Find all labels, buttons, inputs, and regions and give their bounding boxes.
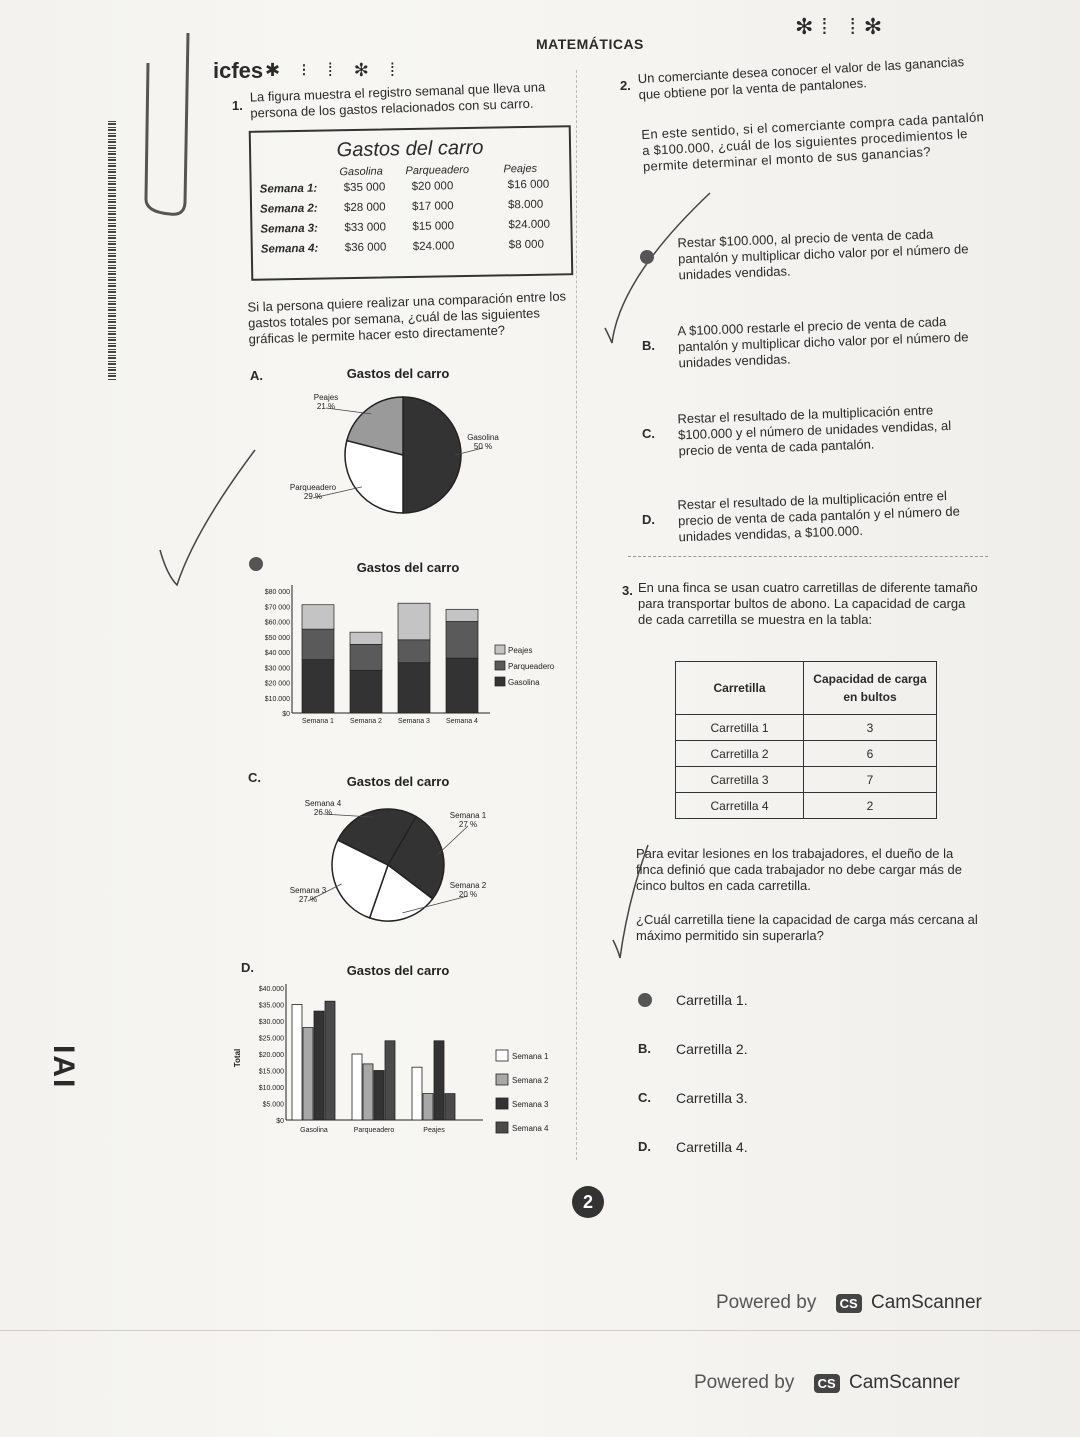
q2-number: 2. [620,78,631,93]
y-tick-label: $5.000 [262,1101,284,1109]
q3-option-a[interactable] [636,992,836,1012]
q3-option-text: Carretilla 4. [676,1139,748,1155]
bar [314,1011,324,1120]
q3-table-row [676,793,937,819]
legend-swatch [496,1122,508,1133]
x-tick-label: Semana 1 [302,718,334,725]
q1-cell: $28 000 [343,201,386,215]
y-tick-label: $10.000 [258,1085,284,1092]
pie-value-label: 50 % [473,442,493,451]
q1-option-d-label[interactable]: D. [241,960,254,975]
bar [352,1054,362,1120]
camscanner-logo-icon: CS [836,1294,862,1313]
bar [423,1094,433,1120]
q3-carretilla-capacity: 2 [804,793,937,819]
y-tick-label: $30 000 [264,665,290,673]
x-tick-label: Gasolina [300,1127,328,1134]
pie-value-label: 27 % [458,820,478,829]
y-tick-label: $80 000 [264,589,290,596]
bar-segment [398,663,430,713]
chart-d-grouped-bar [228,958,578,1153]
bar [303,1028,313,1120]
bar [434,1041,444,1120]
q1-cell: $24.000 [508,218,551,232]
pie-label: Semana 3 [289,886,327,895]
q3-table-row [676,767,937,793]
bar-segment [350,644,382,670]
q3-question: ¿Cuál carretilla tiene la capacidad de carga más cercana al máximo permitido sin superarla? [636,912,978,943]
bar [445,1094,455,1120]
q1-cell: $35 000 [343,181,386,195]
q3-carretilla-capacity: 6 [804,741,937,767]
bar-segment [398,603,430,640]
q3-option-b[interactable] [636,1041,836,1061]
legend-label: Parqueadero [508,662,555,671]
legend-swatch [496,1050,508,1061]
bar-segment [350,632,382,644]
bar [325,1001,335,1120]
q3-option-d[interactable] [636,1139,836,1159]
q1-cell: $8.000 [507,198,544,212]
q1-cell: $36 000 [344,241,387,255]
q3-option-text: Carretilla 2. [676,1041,748,1057]
icfes-logo: icfes [213,58,264,83]
y-tick-label: $50 000 [264,634,290,642]
y-tick-label: $70 000 [264,604,290,612]
pie-leader-line [437,826,468,855]
q1-intro: La figura muestra el registro semanal que lleva una persona de los gastos relacionados con su carro. [249,79,546,121]
q2-option-text: Restar el resultado de la multiplicación entre $100.000 y el número de unidades vendidas, al precio de venta de cada pantalón. [677,402,952,459]
q1-cell: $16 000 [507,178,550,192]
divider [628,556,988,557]
q1-option-c-label[interactable]: C. [248,770,261,785]
q2-option-text: Restar el resultado de la multiplicación entre el precio de venta de cada pantalón y el número de unidades vendidas, a $100.000. [677,487,961,545]
q3-carretilla-capacity: 3 [804,715,937,741]
pie-value-label: 27 % [298,895,318,904]
legend-label: Semana 1 [512,1052,549,1061]
pie-value-label: 26 % [313,808,333,817]
q3-carretilla-name: Carretilla 2 [676,741,804,767]
bar-segment [446,622,478,659]
q2-intro: Un comerciante desea conocer el valor de las ganancias que obtiene por la venta de pantalones. [637,54,965,103]
chart-c-pie [268,768,528,938]
y-tick-label: $15.000 [258,1068,284,1076]
pie-label: Parqueadero [289,483,337,492]
q3-capacity-table [675,661,937,819]
y-tick-label: $25.000 [258,1035,284,1043]
q1-cell: $15 000 [412,220,455,233]
bar-segment [350,670,382,713]
bar [363,1064,373,1120]
legend-swatch [496,1074,508,1085]
camscanner-logo-icon: CS [814,1374,840,1393]
y-axis-label: Total [233,1048,242,1068]
q3-carretilla-name: Carretilla 3 [676,767,804,793]
pie-label: Semana 1 [449,811,487,820]
q1-cell: $17 000 [411,200,454,213]
legend-label: Gasolina [508,678,540,687]
y-tick-label: $0 [282,711,290,718]
pie-label: Peajes [313,393,339,402]
header-decoration-icon: ✻⁞ ⁞✻ [795,14,891,39]
q2-option-a-marked[interactable] [640,250,654,264]
y-tick-label: $20.000 [258,1052,284,1059]
q3-option-letter: D. [638,1139,651,1154]
pie-slice [403,397,461,513]
legend-label: Peajes [508,646,533,655]
y-tick-label: $20 000 [264,680,290,688]
y-tick-label: $35.000 [258,1002,284,1010]
q1-table-row [253,234,571,260]
bar-segment [398,640,430,663]
y-tick-label: $40 000 [264,650,290,657]
pie-value-label: 29 % [303,492,323,501]
q3-option-letter: B. [638,1041,651,1056]
q1-expenses-table [249,125,574,281]
q3-option-c[interactable] [636,1090,836,1110]
pie-value-label: 20 % [458,890,478,899]
q3-carretilla-capacity: 7 [804,767,937,793]
q2-option-text: A $100.000 restarle el precio de venta de cada pantalón y multiplicar dicho valor por el número de unidades vendidas. [677,314,969,371]
q1-cell: $33 000 [344,221,387,235]
chart-a-pie [268,360,528,530]
q1-option-a-label[interactable]: A. [250,368,263,383]
side-mark: IAI [47,1045,80,1090]
q1-col-gasolina: Gasolina [339,165,383,179]
x-tick-label: Semana 3 [398,718,430,725]
q2-option-letter: C. [642,426,655,441]
q3-col-carretilla: Carretilla [676,662,804,715]
chart-title: Gastos del carro [346,963,450,978]
bar [292,1005,302,1121]
x-tick-label: Peajes [423,1127,445,1134]
q3-option-a-marked[interactable] [638,993,652,1007]
column-divider [576,70,577,1160]
y-tick-label: $40.000 [258,986,284,993]
page-number-badge [572,1186,604,1218]
legend-swatch [495,661,505,670]
q1-number: 1. [232,98,243,113]
y-tick-label: $60.000 [264,619,290,627]
q3-option-text: Carretilla 1. [676,992,748,1008]
q3-carretilla-name: Carretilla 1 [676,715,804,741]
q1-row-label: Semana 3: [260,222,319,236]
y-tick-label: $30.000 [258,1019,284,1026]
q1-row-label: Semana 2: [259,202,318,216]
subject-title: MATEMÁTICAS [536,36,644,52]
legend-swatch [495,645,505,654]
pie-label: Semana 2 [449,881,487,890]
powered-by-text: Powered by [694,1372,795,1393]
q3-carretilla-name: Carretilla 4 [676,793,804,819]
q1-cell: $20 000 [411,180,454,193]
bar-segment [446,658,478,713]
q3-col-capacidad: Capacidad de carga en bultos [804,662,937,715]
bar [374,1071,384,1121]
q2-text: En este sentido, si el comerciante compra cada pantalón a $100.000, ¿cuál de los siguientes procedimientos le permite determinar el monto de sus ganancias? [640,109,985,175]
q1-col-peajes: Peajes [503,162,538,176]
legend-label: Semana 2 [512,1076,549,1085]
q3-option-letter: C. [638,1090,651,1105]
camscanner-watermark [716,1292,982,1314]
q2-option-text: Restar $100.000, al precio de venta de cada pantalón y multiplicar dicho valor por el número de unidades vendidas. [677,226,969,283]
handwritten-check-mark [155,440,265,590]
bar-segment [302,660,334,713]
q3-table-row [676,741,937,767]
pie-label: Gasolina [467,433,499,442]
bar [412,1067,422,1120]
bar-segment [302,605,334,629]
x-tick-label: Semana 2 [350,718,382,725]
bar-segment [446,609,478,621]
q3-option-text: Carretilla 3. [676,1090,748,1106]
q3-number: 3. [622,583,633,598]
chart-title: Gastos del carro [346,366,450,381]
x-tick-label: Semana 4 [446,718,478,725]
legend-label: Semana 3 [512,1100,549,1109]
q2-option-letter: B. [642,338,655,353]
q1-col-parqueadero: Parqueadero [405,163,470,178]
chart-b-stacked-bar [240,555,580,735]
q3-table-row [676,715,937,741]
q1-question: Si la persona quiere realizar una comparación entre los gastos totales por semana, ¿cuál de las siguientes gráficas le permite hacer esto directamente? [247,288,567,347]
q1-row-label: Semana 1: [259,182,318,196]
q1-row-label: Semana 4: [260,242,319,256]
page-fold-line [0,1330,1080,1331]
camscanner-brand: CamScanner [848,1372,960,1393]
barcode [108,120,116,380]
y-tick-label: $10.000 [264,695,290,703]
pie-value-label: 21 % [316,402,336,411]
q2-option-letter: D. [642,512,655,527]
bar-segment [302,629,334,660]
camscanner-watermark [694,1372,960,1394]
chart-title: Gastos del carro [346,774,450,789]
x-tick-label: Parqueadero [353,1127,395,1134]
page-number: 2 [582,1192,593,1212]
camscanner-brand: CamScanner [870,1292,982,1313]
pie-label: Semana 4 [304,799,342,808]
legend-swatch [496,1098,508,1109]
legend-label: Semana 4 [512,1124,549,1133]
powered-by-text: Powered by [716,1292,817,1313]
paper-clip-icon [140,28,200,218]
chart-title: Gastos del carro [356,560,460,575]
y-tick-label: $0 [276,1118,284,1125]
logo-decoration-icon: ✱ ⁝ ⁞ ✻ ⁞ [265,60,403,80]
bar [385,1041,395,1120]
q3-intro: En una finca se usan cuatro carretillas de diferente tamaño para transportar bultos de abono. La capacidad de carga de cada carretilla se muestra en la tabla: [638,580,978,627]
q1-cell: $8 000 [508,238,545,252]
q3-text: Para evitar lesiones en los trabajadores, el dueño de la finca definió que cada trabajador no debe cargar más de cinco bultos en cada carretilla. [636,846,962,893]
legend-swatch [495,677,505,686]
q1-cell: $24.000 [412,240,455,253]
q1-table-title: Gastos del carro [336,136,484,162]
